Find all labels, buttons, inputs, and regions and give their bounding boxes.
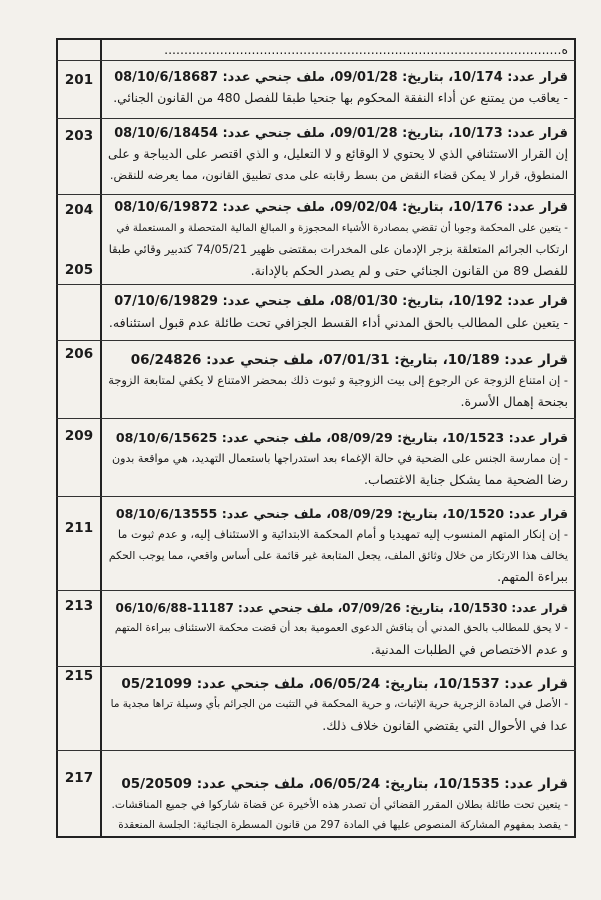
entry-line: المنطوق، قرار لا يمكن قضاء النقض من بسط رقابته على مدى تطبيق القانون، مما يعرضه للنقض.	[109, 168, 568, 182]
entry-line: - إن إنكار المتهم المنسوب إليه تمهيديا و أمام المحكمة الابتدائية و الاستئناف إليه، و عدم ثبوت ما	[117, 527, 568, 541]
entry-line: إن القرار الاستئنافي الذي لا يحتوي لا الوقائع و لا التعليل، و الذي اقتصر على الديباجة و على	[108, 147, 568, 161]
row-divider	[56, 284, 576, 285]
entry-line: ببراءة المتهم.	[497, 569, 568, 584]
row-divider	[56, 750, 576, 751]
page-number: 217	[64, 770, 94, 786]
entry-line: عدا في الأحوال التي يقتضي القانون خلاف ذلك.	[322, 718, 568, 733]
entry-line: ارتكاب الجرائم المتعلقة بزجر الإدمان على المخدرات بمقتضى ظهير 74/05/21 كتدبير وقائي طبقا	[108, 242, 568, 256]
entry-line: - يتعين على المطالب بالحق المدني أداء القسط الجزافي تحت طائلة عدم قبول استئنافه.	[108, 315, 568, 330]
row-divider	[56, 194, 576, 195]
entry-header: قرار عدد: 10/192، بتاريخ: 08/01/30، ملف جنحي عدد: 07/10/6/19829	[114, 294, 568, 309]
entry-header: قرار عدد: 10/174، بتاريخ: 09/01/28، ملف جنحي عدد: 08/10/6/18687	[114, 70, 568, 85]
page-number: 203	[64, 128, 94, 144]
entry-205	[108, 292, 568, 333]
entry-line: - إن امتناع الزوجة عن الرجوع إلى بيت الزوجية و ثبوت ذلك بمحضر الامتناع لا يكفي لمتابعة الزوجة	[108, 373, 568, 387]
page-number: 201	[64, 72, 94, 88]
entry-203	[108, 124, 568, 186]
entry-line: - يتعين تحت طائلة بطلان المقرر القضائي أن تصدر هذه الأخيرة عن قضاة شاركوا في جميع المناقشات.	[111, 798, 568, 811]
entry-line: رضا الضحية مما يشكل جناية الاغتصاب.	[363, 472, 568, 487]
entry-204	[108, 198, 568, 281]
continuation-text: ه....................................................................................................	[164, 42, 568, 57]
entry-header: قرار عدد: 10/1537، بتاريخ: 06/05/24، ملف جنحي عدد: 05/21099	[121, 676, 568, 692]
entry-209	[108, 428, 568, 490]
page-number: 205	[64, 262, 94, 278]
entry-line: للفصل 89 من القانون الجنائي حتى و لم يصدر الحكم بالإدانة.	[250, 263, 568, 278]
entry-line: و عدم الاختصاص في الطلبات المدنية.	[370, 642, 568, 657]
entry-215	[108, 674, 568, 736]
entry-211	[108, 504, 568, 587]
entry-header: قرار عدد: 10/1523، بتاريخ: 08/09/29، ملف جنحي عدد: 08/10/6/15625	[115, 430, 568, 445]
row-divider	[56, 118, 576, 119]
entry-line: - إن ممارسة الجنس على الضحية في حالة الإغماء بعد استدراجها باستعمال التهديد، هي مواقعة بدون	[111, 452, 568, 465]
row-divider	[56, 666, 576, 667]
entry-line: - يتعين على المحكمة وجوبا أن تقضي بمصادرة الأشياء المحجوزة و المبالغ المالية المتحصلة و المستعملة في	[116, 223, 568, 234]
entry-header: قرار عدد: 10/1535، بتاريخ: 06/05/24، ملف جنحي عدد: 05/20509	[121, 776, 568, 792]
page-number: 213	[64, 598, 94, 614]
entry-header: قرار عدد: 10/1530، بتاريخ: 07/09/26، ملف جنحي عدد: 11187-06/10/6/88	[115, 601, 568, 615]
entry-header: قرار عدد: 10/189، بتاريخ: 07/01/31، ملف جنحي عدد: 06/24826	[130, 352, 568, 368]
row-divider	[56, 60, 576, 61]
page-number: 215	[64, 668, 94, 684]
entry-201	[108, 68, 568, 109]
entry-header: قرار عدد: 10/173، بتاريخ: 09/01/28، ملف جنحي عدد: 08/10/6/18454	[114, 126, 568, 141]
entry-213	[108, 598, 568, 660]
entry-line: بجنحة إهمال الأسرة.	[460, 394, 568, 409]
page-number: 206	[64, 346, 94, 362]
row-divider	[56, 340, 576, 341]
row-divider	[56, 496, 576, 497]
entry-header: قرار عدد: 10/176، بتاريخ: 09/02/04، ملف جنحي عدد: 08/10/6/19872	[114, 200, 568, 215]
entry-217	[108, 774, 568, 836]
row-divider	[56, 590, 576, 591]
entry-line: يخالف هذا الارتكاز من خلال وثائق الملف، يجعل المتابعة غير قائمة على أساس واقعي، مما يوجب الحكم	[108, 549, 568, 562]
entry-header: قرار عدد: 10/1520، بتاريخ: 08/09/29، ملف جنحي عدد: 08/10/6/13555	[115, 506, 568, 521]
page-number: 209	[64, 428, 94, 444]
entry-line: - يعاقب من يمتنع عن أداء النفقة المحكوم بها جنحيا طبقا للفصل 480 من القانون الجنائي.	[113, 91, 568, 105]
entry-line: - الأصل في المادة الزجرية حرية الإثبات، و حرية المحكمة في التثبت من الجرائم بأي وسيلة تراها مجدية ما	[110, 698, 568, 710]
row-divider	[56, 418, 576, 419]
page-number: 204	[64, 202, 94, 218]
entry-206	[108, 350, 568, 412]
entry-line: - لا يحق للمطالب بالحق المدني أن يناقش الدعوى العمومية بعد أن قضت محكمة الاستئناف ببراءة المتهم	[114, 622, 568, 634]
page-number: 211	[64, 520, 94, 536]
entry-line: - يقصد بمفهوم المشاركة المنصوص عليها في المادة 297 من قانون المسطرة الجنائية: الجلسة المنعقدة	[118, 819, 568, 831]
